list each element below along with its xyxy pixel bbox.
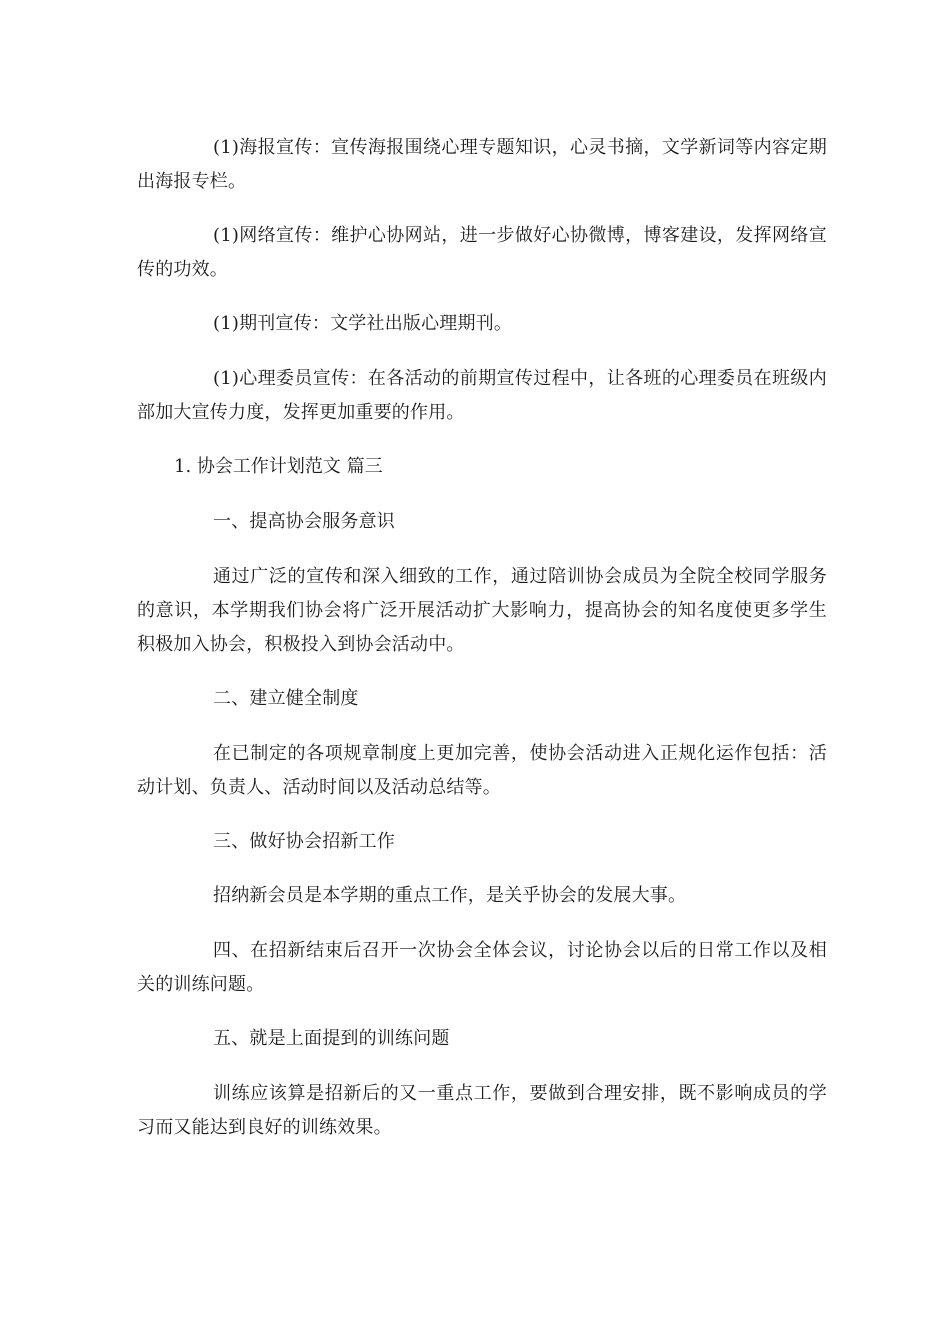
- item-body-2: 在已制定的各项规章制度上更加完善，使协会活动进入正规化运作包括：活动计划、负责人、活动时间以及活动总结等。: [137, 743, 827, 798]
- item-body-3: 招纳新会员是本学期的重点工作，是关乎协会的发展大事。: [213, 885, 687, 906]
- item-heading-1: 一、提高协会服务意识: [213, 511, 395, 532]
- paragraph-psych-committee-promo: (1)心理委员宣传：在各活动的前期宣传过程中，让各班的心理委员在班级内部加大宣传力度，发挥更加重要的作用。: [137, 368, 827, 423]
- paragraph-network-promo: (1)网络宣传：维护心协网站，进一步做好心协微博，博客建设，发挥网络宣传的功效。: [137, 225, 827, 280]
- item-heading-5: 五、就是上面提到的训练问题: [213, 1028, 450, 1049]
- paragraph-journal-promo: (1)期刊宣传：文学社出版心理期刊。: [213, 313, 513, 334]
- item-body-1: 通过广泛的宣传和深入细致的工作，通过陪训协会成员为全院全校同学服务的意识，本学期我们协会将广泛开展活动扩大影响力，提高协会的知名度使更多学生积极加入协会，积极投入到协会活动中。: [137, 566, 827, 655]
- item-heading-2: 二、建立健全制度: [213, 688, 359, 709]
- paragraph-poster-promo: (1)海报宣传：宣传海报围绕心理专题知识，心灵书摘，文学新词等内容定期出海报专栏。: [137, 137, 827, 192]
- section-heading: 1. 协会工作计划范文 篇三: [174, 456, 383, 477]
- item-heading-3: 三、做好协会招新工作: [213, 831, 395, 852]
- item-heading-4: 四、在招新结束后召开一次协会全体会议，讨论协会以后的日常工作以及相关的训练问题。: [137, 940, 827, 995]
- item-body-5: 训练应该算是招新后的又一重点工作，要做到合理安排，既不影响成员的学习而又能达到良好的训练效果。: [137, 1083, 827, 1138]
